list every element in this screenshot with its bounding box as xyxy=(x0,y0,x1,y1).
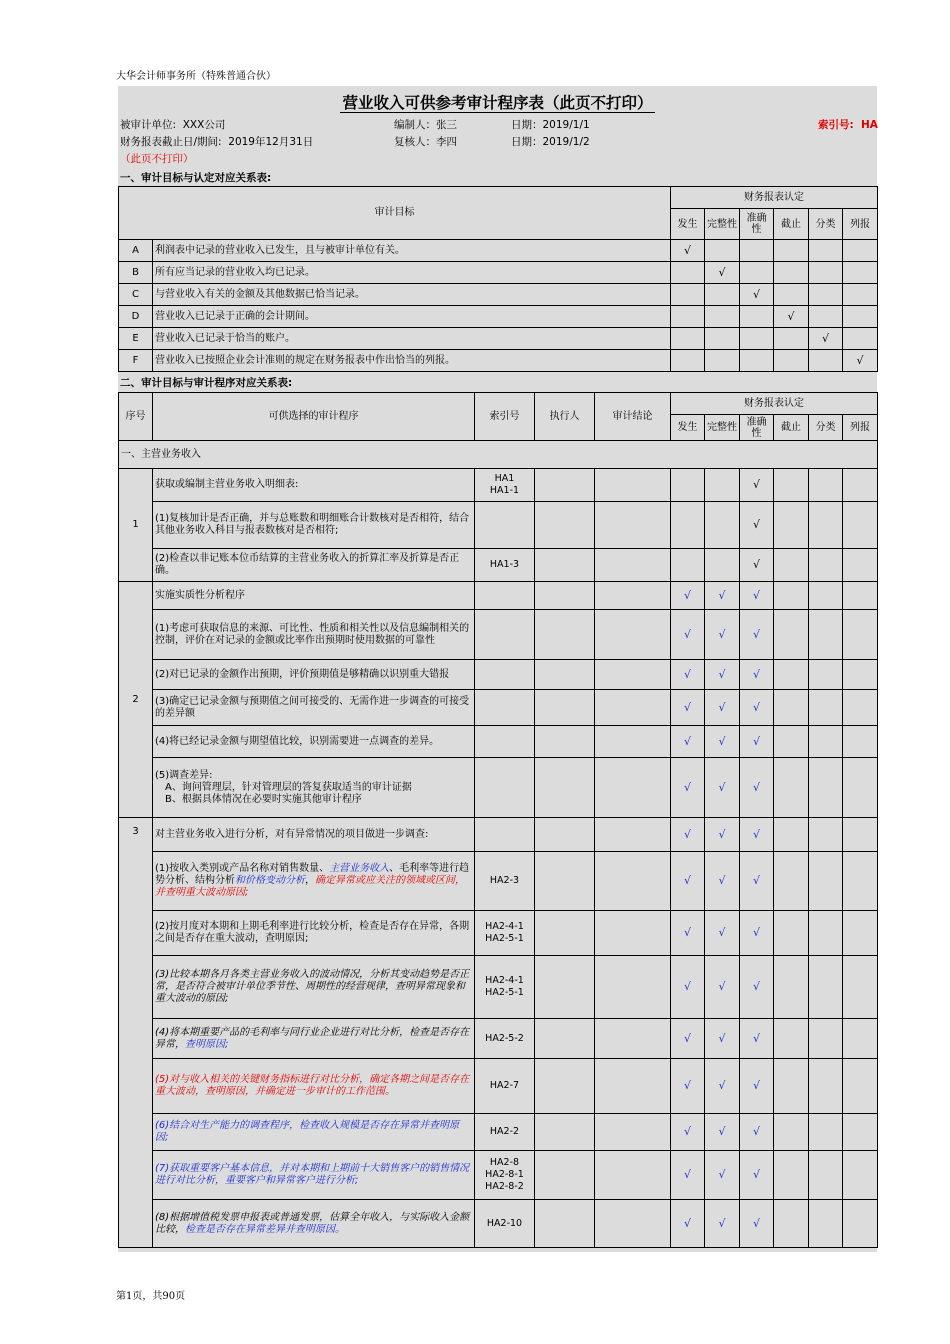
objective-key: E xyxy=(119,328,153,350)
assertion-cell xyxy=(809,306,843,328)
objective-key: F xyxy=(119,350,153,372)
check-mark: √ xyxy=(705,582,740,610)
check-mark: √ xyxy=(740,1151,774,1200)
check-mark: √ xyxy=(705,690,740,726)
objective-text: 所有应当记录的营业收入均已记录。 xyxy=(153,262,671,284)
assertion-cell xyxy=(843,240,878,262)
assertion-cell xyxy=(843,1151,878,1200)
assertion-cell xyxy=(774,469,809,502)
page-footer: 第1页，共90页 xyxy=(116,1291,186,1302)
check-mark: √ xyxy=(705,1059,740,1114)
assertion-cell xyxy=(843,911,878,956)
objective-row xyxy=(119,284,878,306)
procedure-text: (2)对已记录的金额作出预期，评价预期值是够精确以识别重大错报 xyxy=(153,660,475,690)
check-mark: √ xyxy=(705,956,740,1019)
check-mark: √ xyxy=(671,726,705,758)
assertion-cell xyxy=(774,660,809,690)
assertion-cell xyxy=(843,818,878,852)
procedure-row xyxy=(119,818,878,852)
check-mark: √ xyxy=(705,1114,740,1151)
procedure-text: (8)根据增值税发票申报表或普通发票，估算全年收入，与实际收入金额比较，检查是否存在异常差异并查明原因。 xyxy=(153,1200,475,1248)
section2-title: 二、审计目标与审计程序对应关系表: xyxy=(120,377,293,389)
assertion-header-3: 截止 xyxy=(774,415,809,441)
assertion-cell xyxy=(740,328,774,350)
assertion-cell xyxy=(740,350,774,372)
assertion-cell xyxy=(843,1200,878,1248)
assertion-cell xyxy=(843,502,878,549)
check-mark: √ xyxy=(740,956,774,1019)
procedure-row xyxy=(119,726,878,758)
check-mark: √ xyxy=(740,1114,774,1151)
check-mark: √ xyxy=(740,1019,774,1059)
procedure-row xyxy=(119,549,878,582)
assertion-cell xyxy=(671,262,705,284)
procedure-row xyxy=(119,1114,878,1151)
check-mark: √ xyxy=(671,1151,705,1200)
assertion-header-2: 准确性 xyxy=(740,209,774,240)
procedure-row xyxy=(119,660,878,690)
objective-text: 营业收入已按照企业会计准则的规定在财务报表中作出恰当的列报。 xyxy=(153,350,671,372)
assertion-cell xyxy=(774,758,809,818)
col-assertions-2: 财务报表认定 xyxy=(671,393,878,415)
index-ref: HA2-7 xyxy=(475,1059,535,1114)
check-mark: √ xyxy=(705,911,740,956)
assertion-cell xyxy=(774,582,809,610)
assertion-cell xyxy=(843,852,878,911)
page-title: 营业收入可供参考审计程序表（此页不打印） xyxy=(342,94,653,112)
assertion-cell xyxy=(774,956,809,1019)
assertion-cell xyxy=(774,1019,809,1059)
check-mark: √ xyxy=(740,1200,774,1248)
index-ref: HA2-5-2 xyxy=(475,1019,535,1059)
check-mark: √ xyxy=(705,818,740,852)
assertion-cell xyxy=(705,549,740,582)
check-mark: √ xyxy=(740,469,774,502)
col-objective: 审计目标 xyxy=(119,187,671,240)
review-date: 日期：2019/1/2 xyxy=(511,136,590,148)
check-mark: √ xyxy=(740,610,774,660)
assertion-cell xyxy=(843,610,878,660)
check-mark: √ xyxy=(671,582,705,610)
index-ref: HA2-2 xyxy=(475,1114,535,1151)
assertion-cell xyxy=(705,502,740,549)
assertion-cell xyxy=(809,610,843,660)
check-mark: √ xyxy=(671,610,705,660)
assertion-cell xyxy=(774,350,809,372)
check-mark: √ xyxy=(705,1019,740,1059)
objective-row xyxy=(119,240,878,262)
assertion-cell xyxy=(774,549,809,582)
procedure-row xyxy=(119,1200,878,1248)
assertion-cell xyxy=(809,262,843,284)
assertion-header-3: 截止 xyxy=(774,209,809,240)
check-mark: √ xyxy=(671,818,705,852)
col-no: 序号 xyxy=(119,393,153,441)
objective-key: C xyxy=(119,284,153,306)
objective-key: D xyxy=(119,306,153,328)
assertion-cell xyxy=(774,502,809,549)
assertion-cell xyxy=(843,1059,878,1114)
procedure-row xyxy=(119,1151,878,1200)
assertion-header-2: 准确性 xyxy=(740,415,774,441)
procedure-table xyxy=(118,392,878,1248)
assertion-cell xyxy=(809,1019,843,1059)
assertion-cell xyxy=(809,1200,843,1248)
procedure-row xyxy=(119,690,878,726)
assertion-cell xyxy=(705,350,740,372)
assertion-cell xyxy=(843,582,878,610)
assertion-cell xyxy=(740,262,774,284)
assertion-header-1: 完整性 xyxy=(705,415,740,441)
assertion-cell xyxy=(809,549,843,582)
assertion-cell xyxy=(809,818,843,852)
col-procedure: 可供选择的审计程序 xyxy=(153,393,475,441)
check-mark: √ xyxy=(740,549,774,582)
assertion-cell xyxy=(809,956,843,1019)
check-mark: √ xyxy=(671,690,705,726)
procedure-text: (4)将已经记录金额与期望值比较，识别需要进一点调查的差异。 xyxy=(153,726,475,758)
assertion-cell xyxy=(671,328,705,350)
procedure-row xyxy=(119,956,878,1019)
check-mark: √ xyxy=(740,502,774,549)
assertion-cell xyxy=(774,726,809,758)
assertion-cell xyxy=(705,328,740,350)
assertion-cell xyxy=(843,469,878,502)
check-mark: √ xyxy=(740,660,774,690)
check-mark: √ xyxy=(671,1114,705,1151)
check-mark: √ xyxy=(705,758,740,818)
assertion-cell xyxy=(809,1114,843,1151)
assertion-cell xyxy=(809,350,843,372)
assertion-header-4: 分类 xyxy=(809,209,843,240)
check-mark: √ xyxy=(705,726,740,758)
index-number: 索引号: HA xyxy=(818,119,878,131)
procedure-text: 实施实质性分析程序 xyxy=(153,582,475,610)
procedure-row xyxy=(119,469,878,502)
procedure-text: (7)获取重要客户基本信息，并对本期和上期前十大销售客户的销售情况进行对比分析，重要客户和异常客户进行分析; xyxy=(153,1151,475,1200)
preparer: 编制人：张三 xyxy=(394,119,457,131)
procedure-text: (3)确定已记录金额与预期值之间可接受的、无需作进一步调查的可接受的差异额 xyxy=(153,690,475,726)
check-mark: √ xyxy=(740,284,774,306)
check-mark: √ xyxy=(671,911,705,956)
procedure-row xyxy=(119,582,878,610)
procedure-row xyxy=(119,911,878,956)
check-mark: √ xyxy=(705,262,740,284)
assertion-cell xyxy=(740,306,774,328)
worksheet xyxy=(118,86,877,1252)
assertion-cell xyxy=(843,660,878,690)
assertion-cell xyxy=(809,502,843,549)
index-ref: HA2-8 HA2-8-1 HA2-8-2 xyxy=(475,1151,535,1200)
no-print-note: （此页不打印） xyxy=(120,153,194,165)
procedure-text: (4)将本期重要产品的毛利率与同行业企业进行对比分析，检查是否存在异常，查明原因; xyxy=(153,1019,475,1059)
check-mark: √ xyxy=(809,328,843,350)
assertion-cell xyxy=(774,610,809,660)
assertion-cell xyxy=(774,1200,809,1248)
assertion-cell xyxy=(809,1151,843,1200)
assertion-cell xyxy=(740,240,774,262)
assertion-cell xyxy=(774,911,809,956)
assertion-cell xyxy=(809,1059,843,1114)
index-ref: HA2-10 xyxy=(475,1200,535,1248)
index-ref: HA1 HA1-1 xyxy=(475,469,535,502)
assertion-cell xyxy=(843,1019,878,1059)
row-no: 2 xyxy=(119,582,153,818)
assertion-cell xyxy=(774,262,809,284)
assertion-cell xyxy=(809,582,843,610)
objective-row xyxy=(119,306,878,328)
assertion-header-4: 分类 xyxy=(809,415,843,441)
procedure-text: (3)比较本期各月各类主营业务收入的波动情况，分析其变动趋势是否正常，是否符合被审计单位季节性、周期性的经营规律，查明异常现象和重大波动的原因; xyxy=(153,956,475,1019)
check-mark: √ xyxy=(705,852,740,911)
objective-key: B xyxy=(119,262,153,284)
assertion-cell xyxy=(705,284,740,306)
group-main-revenue: 一、主营业务收入 xyxy=(119,441,878,469)
check-mark: √ xyxy=(740,818,774,852)
check-mark: √ xyxy=(671,1200,705,1248)
assertion-cell xyxy=(774,1059,809,1114)
col-conclusion: 审计结论 xyxy=(595,393,671,441)
assertion-cell xyxy=(774,1114,809,1151)
objective-row xyxy=(119,350,878,372)
objective-text: 利润表中记录的营业收入已发生，且与被审计单位有关。 xyxy=(153,240,671,262)
check-mark: √ xyxy=(740,911,774,956)
assertion-header-5: 列报 xyxy=(843,415,878,441)
assertion-cell xyxy=(671,284,705,306)
check-mark: √ xyxy=(740,582,774,610)
procedure-text: (5)对与收入相关的关键财务指标进行对比分析，确定各期之间是否存在重大波动，查明原因，并确定进一步审计的工作范围。 xyxy=(153,1059,475,1114)
assertion-cell xyxy=(809,660,843,690)
assertion-cell xyxy=(809,240,843,262)
assertion-cell xyxy=(843,690,878,726)
assertion-cell xyxy=(809,758,843,818)
objective-text: 营业收入已记录于正确的会计期间。 xyxy=(153,306,671,328)
audited-unit: 被审计单位: XXX公司 xyxy=(120,119,226,131)
procedure-text: (1)考虑可获取信息的来源、可比性、性质和相关性以及信息编制相关的控制，评价在对记录的金额或比率作出预期时使用数据的可靠性 xyxy=(153,610,475,660)
assertion-cell xyxy=(671,306,705,328)
col-assertions: 财务报表认定 xyxy=(671,187,878,209)
prepare-date: 日期：2019/1/1 xyxy=(511,119,590,131)
assertion-cell xyxy=(843,284,878,306)
procedure-text: (5)调查差异: A、询问管理层，针对管理层的答复获取适当的审计证据 B、根据具体情况在必要时实施其他审计程序 xyxy=(153,758,475,818)
procedure-row xyxy=(119,1019,878,1059)
assertion-cell xyxy=(774,328,809,350)
assertion-cell xyxy=(809,726,843,758)
assertion-cell xyxy=(671,549,705,582)
index-ref: HA1-3 xyxy=(475,549,535,582)
objective-assertion-table xyxy=(118,186,878,372)
assertion-cell xyxy=(774,690,809,726)
check-mark: √ xyxy=(740,758,774,818)
assertion-cell xyxy=(809,911,843,956)
check-mark: √ xyxy=(843,350,878,372)
objective-row xyxy=(119,328,878,350)
assertion-header-1: 完整性 xyxy=(705,209,740,240)
col-executor: 执行人 xyxy=(535,393,595,441)
procedure-text: (6)结合对生产能力的调查程序，检查收入规模是否存在异常并查明原因; xyxy=(153,1114,475,1151)
check-mark: √ xyxy=(671,758,705,818)
procedure-row xyxy=(119,1059,878,1114)
assertion-cell xyxy=(671,350,705,372)
assertion-cell xyxy=(843,306,878,328)
assertion-cell xyxy=(843,726,878,758)
section1-title: 一、审计目标与认定对应关系表: xyxy=(120,172,272,184)
check-mark: √ xyxy=(740,690,774,726)
objective-text: 与营业收入有关的金额及其他数据已恰当记录。 xyxy=(153,284,671,306)
row-no: 1 xyxy=(119,469,153,582)
check-mark: √ xyxy=(740,1059,774,1114)
procedure-text: (2)按月度对本期和上期毛利率进行比较分析，检查是否存在异常，各期之间是否存在重大波动，查明原因; xyxy=(153,911,475,956)
assertion-cell xyxy=(809,284,843,306)
check-mark: √ xyxy=(671,1019,705,1059)
assertion-cell xyxy=(809,469,843,502)
assertion-cell xyxy=(843,262,878,284)
assertion-cell xyxy=(774,818,809,852)
assertion-cell xyxy=(705,240,740,262)
assertion-cell xyxy=(705,306,740,328)
procedure-text: 获取或编制主营业务收入明细表: xyxy=(153,469,475,502)
check-mark: √ xyxy=(705,610,740,660)
assertion-cell xyxy=(671,469,705,502)
assertion-cell xyxy=(843,956,878,1019)
assertion-header-0: 发生 xyxy=(671,415,705,441)
check-mark: √ xyxy=(671,956,705,1019)
firm-name: 大华会计师事务所（特殊普通合伙） xyxy=(116,71,276,82)
check-mark: √ xyxy=(705,1151,740,1200)
reviewer: 复核人：李四 xyxy=(394,136,457,148)
check-mark: √ xyxy=(671,240,705,262)
procedure-row xyxy=(119,610,878,660)
assertion-cell xyxy=(843,328,878,350)
check-mark: √ xyxy=(671,852,705,911)
check-mark: √ xyxy=(740,852,774,911)
assertion-cell xyxy=(774,240,809,262)
assertion-cell xyxy=(774,284,809,306)
procedure-text: 对主营业务收入进行分析，对有异常情况的项目做进一步调查: xyxy=(153,818,475,852)
check-mark: √ xyxy=(671,1059,705,1114)
check-mark: √ xyxy=(740,726,774,758)
procedure-text: (1)复核加计是否正确，并与总账数和明细账合计数核对是否相符，结合其他业务收入科目与报表数核对是否相符; xyxy=(153,502,475,549)
assertion-cell xyxy=(843,549,878,582)
procedure-row xyxy=(119,852,878,911)
assertion-header-0: 发生 xyxy=(671,209,705,240)
check-mark: √ xyxy=(705,660,740,690)
objective-row xyxy=(119,262,878,284)
procedure-text: (2)检查以非记账本位币结算的主营业务收入的折算汇率及折算是否正确。 xyxy=(153,549,475,582)
check-mark: √ xyxy=(774,306,809,328)
index-ref: HA2-4-1 HA2-5-1 xyxy=(475,911,535,956)
assertion-cell xyxy=(774,852,809,911)
index-ref: HA2-3 xyxy=(475,852,535,911)
objective-text: 营业收入已记录于恰当的账户。 xyxy=(153,328,671,350)
objective-key: A xyxy=(119,240,153,262)
assertion-cell xyxy=(774,1151,809,1200)
report-period: 财务报表截止日/期间: 2019年12月31日 xyxy=(120,136,314,148)
procedure-row xyxy=(119,758,878,818)
assertion-cell xyxy=(809,852,843,911)
procedure-text: (1)按收入类别或产品名称对销售数量、主营业务收入、毛利率等进行趋势分析、结构分析和价格变动分析，确定异常或应关注的领域或区间，并查明重大波动原因; xyxy=(153,852,475,911)
procedure-row xyxy=(119,502,878,549)
assertion-cell xyxy=(705,469,740,502)
assertion-cell xyxy=(843,758,878,818)
assertion-cell xyxy=(809,690,843,726)
check-mark: √ xyxy=(671,660,705,690)
index-ref: HA2-4-1 HA2-5-1 xyxy=(475,956,535,1019)
check-mark: √ xyxy=(705,1200,740,1248)
assertion-header-5: 列报 xyxy=(843,209,878,240)
row-no: 3 xyxy=(119,818,153,1248)
assertion-cell xyxy=(671,502,705,549)
col-index: 索引号 xyxy=(475,393,535,441)
assertion-cell xyxy=(843,1114,878,1151)
